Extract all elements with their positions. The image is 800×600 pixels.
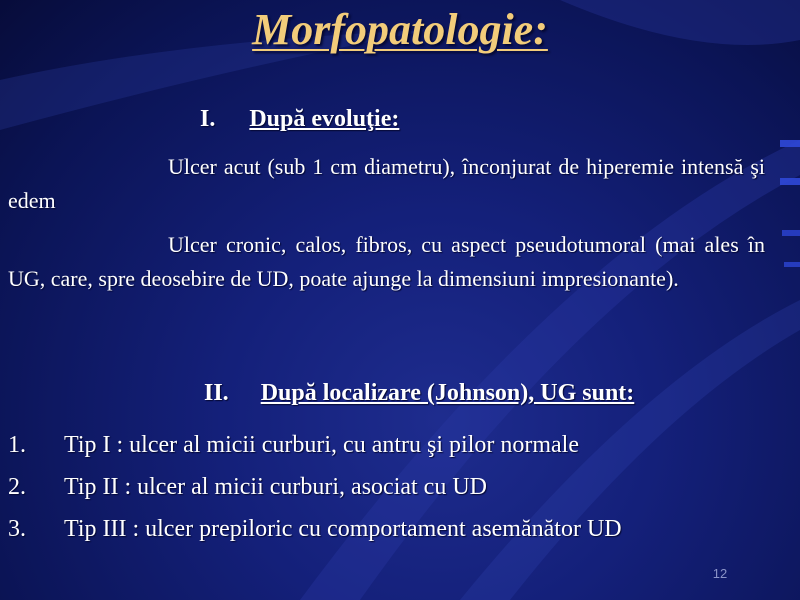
list-number: 1. — [8, 432, 26, 458]
list-number: 2. — [8, 474, 26, 500]
paragraph-chronic-ulcer — [8, 228, 765, 296]
list-text: Tip I : ulcer al micii curburi, cu antru şi pilor normale — [64, 432, 579, 458]
paragraph-text: Ulcer cronic, calos, fibros, cu aspect pseudotumoral (mai ales în UG, care, spre deosebire de UD, poate ajunge la dimensiuni impresionante). — [8, 232, 765, 291]
section-numeral: II. — [204, 380, 229, 406]
section-label: După localizare (Johnson), UG sunt: — [260, 380, 635, 406]
section-label: După evoluţie: — [249, 106, 400, 132]
slide-title: Morfopatologie: — [252, 5, 548, 54]
list-text: Tip III : ulcer prepiloric cu comportament asemănător UD — [64, 516, 622, 542]
paragraph-text: Ulcer acut (sub 1 cm diametru), înconjurat de hiperemie intensă şi edem — [8, 154, 765, 213]
ulcer-type-list — [8, 424, 622, 550]
paragraph-acute-ulcer — [8, 150, 765, 218]
section-heading-location — [204, 380, 634, 407]
section-heading-evolution — [200, 106, 399, 133]
page-number: 12 — [712, 566, 728, 581]
list-text: Tip II : ulcer al micii curburi, asociat cu UD — [64, 474, 487, 500]
section-numeral: I. — [200, 106, 216, 132]
list-item — [8, 508, 622, 550]
list-item — [8, 466, 622, 508]
list-number: 3. — [8, 516, 26, 542]
list-item — [8, 424, 622, 466]
